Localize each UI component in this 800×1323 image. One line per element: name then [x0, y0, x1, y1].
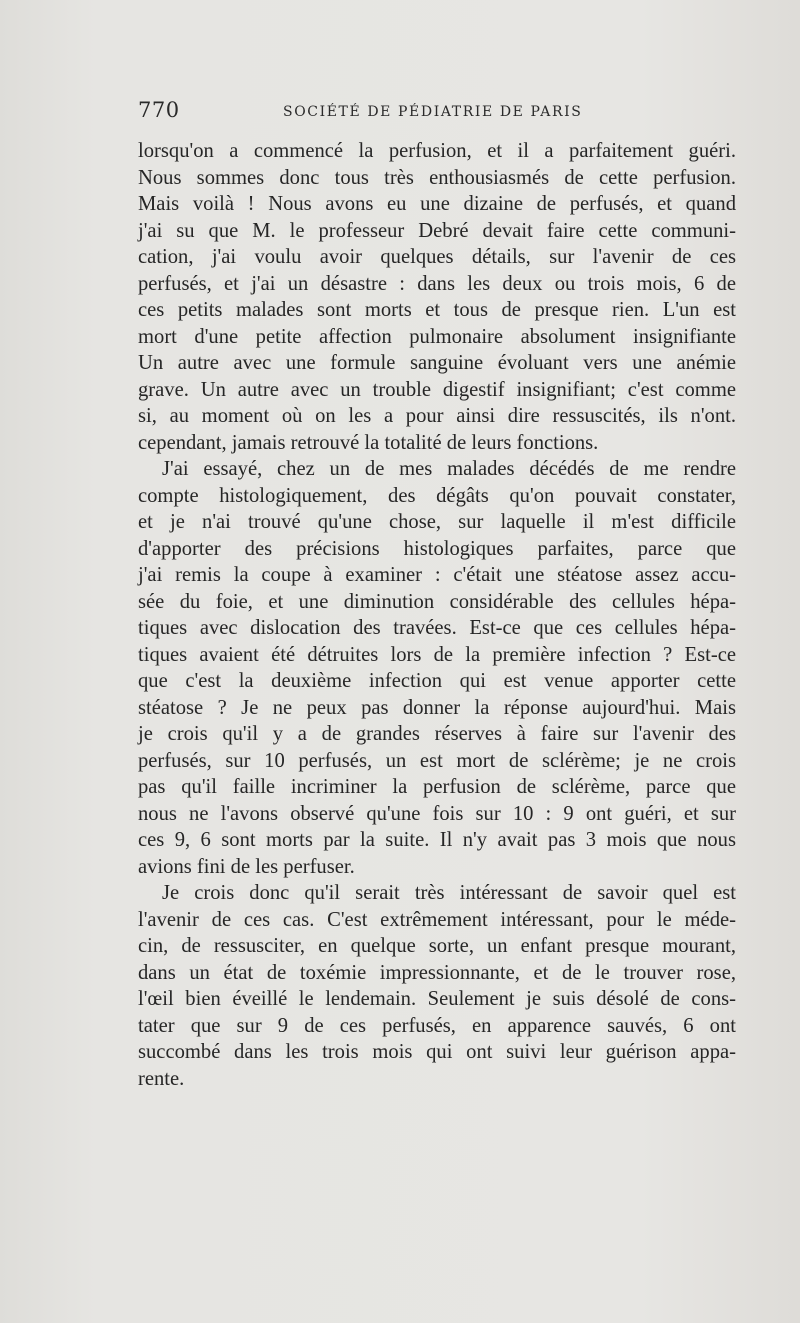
text-line: ces 9, 6 sont morts par la suite. Il n'y avait pas 3 mois que nous [138, 829, 736, 851]
text-line: J'ai essayé, chez un de mes malades décédés de me rendre [162, 458, 736, 480]
text-line: l'avenir de ces cas. C'est extrêmement intéressant, pour le méde- [138, 908, 736, 931]
text-line: rente. [138, 1067, 185, 1090]
text-line: mort d'une petite affection pulmonaire absolument insignifiante [138, 325, 736, 348]
text-line: lorsqu'on a commencé la perfusion, et il a parfaitement guéri. [138, 140, 736, 162]
text-line: j'ai su que M. le professeur Debré devait faire cette communi- [138, 219, 736, 242]
text-line: compte histologiquement, des dégâts qu'on pouvait constater, [138, 484, 736, 507]
text-line: perfusés, et j'ai un désastre : dans les deux ou trois mois, 6 de [138, 272, 736, 295]
text-line: que c'est la deuxième infection qui est venue apporter cette [138, 670, 736, 692]
text-line: tiques avec dislocation des travées. Est-ce que ces cellules hépa- [138, 617, 736, 639]
text-line: Mais voilà ! Nous avons eu une dizaine de perfusés, et quand [138, 193, 736, 215]
text-line: l'œil bien éveillé le lendemain. Seulement je suis désolé de cons- [138, 988, 736, 1010]
text-line: j'ai remis la coupe à examiner : c'était une stéatose assez accu- [138, 564, 736, 586]
text-line: stéatose ? Je ne peux pas donner la réponse aujourd'hui. Mais [138, 696, 736, 719]
running-head: SOCIÉTÉ DE PÉDIATRIE DE PARIS [283, 104, 583, 120]
text-line: avions fini de les perfuser. [138, 855, 355, 878]
text-line: si, au moment où on les a pour ainsi dire ressuscités, ils n'ont. [138, 405, 736, 427]
text-line: je crois qu'il y a de grandes réserves à faire sur l'avenir des [138, 723, 736, 745]
text-line: cependant, jamais retrouvé la totalité de leurs fonctions. [138, 431, 599, 454]
text-line: ces petits malades sont morts et tous de presque rien. L'un est [138, 299, 736, 321]
text-line: cin, de ressusciter, en quelque sorte, un enfant presque mourant, [138, 935, 736, 957]
text-line: tater que sur 9 de ces perfusés, en apparence sauvés, 6 ont [138, 1014, 736, 1037]
text-line: grave. Un autre avec un trouble digestif insignifiant; c'est comme [138, 378, 736, 401]
text-line: succombé dans les trois mois qui ont suivi leur guérison appa- [138, 1041, 736, 1063]
text-line: sée du foie, et une diminution considérable des cellules hépa- [138, 590, 736, 613]
text-line: cation, j'ai voulu avoir quelques détails, sur l'avenir de ces [138, 246, 736, 268]
page-header [138, 98, 738, 128]
text-line: Je crois donc qu'il serait très intéressant de savoir quel est [162, 882, 736, 904]
text-line: Un autre avec une formule sanguine évoluant vers une anémie [138, 352, 736, 374]
text-line: d'apporter des précisions histologiques parfaites, parce que [138, 537, 736, 560]
text-line: pas qu'il faille incriminer la perfusion de sclérème, parce que [138, 776, 736, 798]
text-line: dans un état de toxémie impressionnante, et de le trouver rose, [138, 961, 736, 984]
text-line: tiques avaient été détruites lors de la première infection ? Est-ce [138, 643, 736, 666]
text-line: et je n'ai trouvé qu'une chose, sur laquelle il m'est difficile [138, 511, 736, 533]
page-number: 770 [138, 98, 180, 122]
text-line: perfusés, sur 10 perfusés, un est mort de sclérème; je ne crois [138, 749, 736, 772]
text-line: nous ne l'avons observé qu'une fois sur 10 : 9 ont guéri, et sur [138, 802, 736, 825]
body-text [138, 138, 736, 1092]
text-line: Nous sommes donc tous très enthousiasmés de cette perfusion. [138, 166, 736, 189]
